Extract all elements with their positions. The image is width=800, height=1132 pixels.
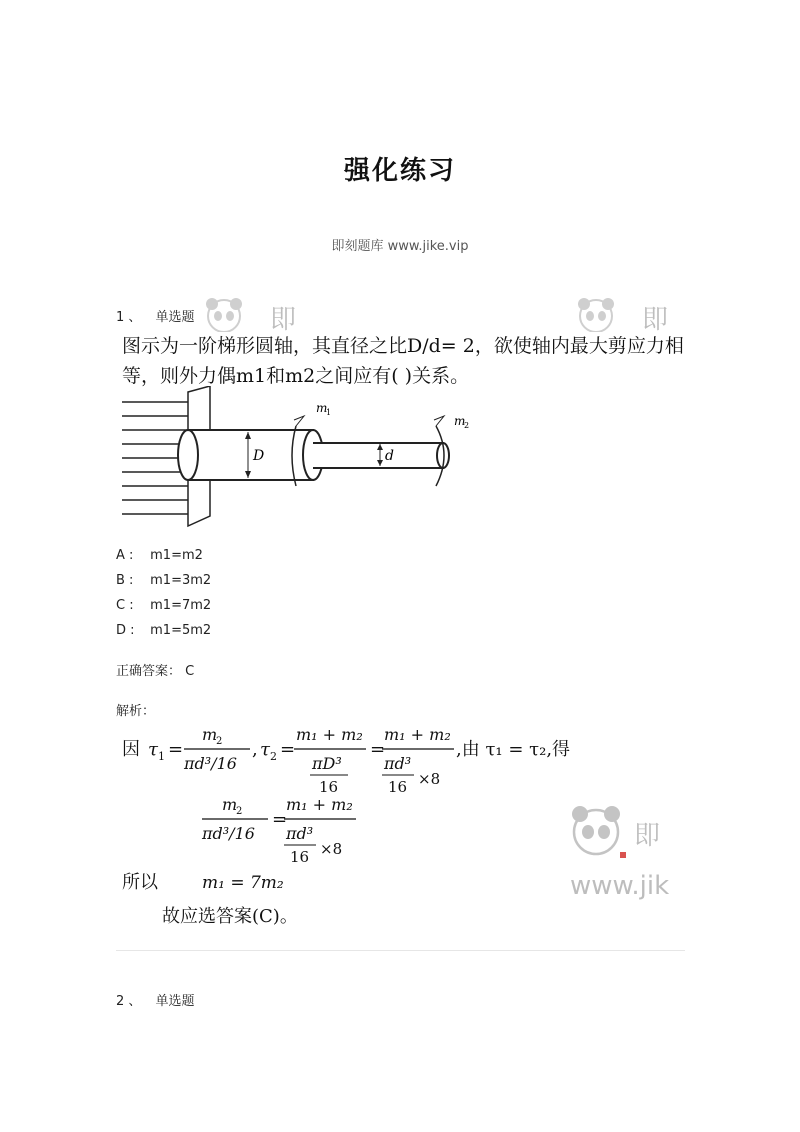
- tau-symbol: τ: [148, 739, 158, 760]
- frac-num-m: m: [202, 725, 218, 744]
- conclusion-answer: 故应选答案(C)。: [162, 906, 298, 927]
- option-text: m1=5m2: [150, 623, 212, 638]
- question-divider: [116, 950, 685, 951]
- frac-num: m₁ + m₂: [384, 725, 451, 744]
- frac-16: 16: [388, 778, 408, 796]
- analysis-math: [122, 722, 602, 932]
- question-text: 图示为一阶梯形圆轴，其直径之比D/d= 2，欲使轴内最大剪应力相等，则外力偶m1和m2之间应有( )关系。: [122, 335, 684, 387]
- option-text: m1=m2: [150, 548, 203, 563]
- option-c[interactable]: [116, 593, 211, 618]
- frac-16: 16: [290, 848, 310, 866]
- answer-label: 正确答案：: [116, 664, 182, 679]
- equals: =: [168, 739, 184, 760]
- times-8: ×8: [320, 840, 343, 858]
- label-m2-sub: 2: [464, 421, 470, 430]
- option-text: m1=7m2: [150, 598, 212, 613]
- stepped-shaft-diagram: [118, 386, 488, 536]
- analysis-label: 解析：: [116, 704, 156, 719]
- question-number: 1 、: [116, 310, 142, 325]
- large-shaft: [178, 426, 323, 486]
- page-subtitle: 即刻题库 www.jike.vip: [331, 239, 469, 254]
- frac-num: m₁ + m₂: [296, 725, 363, 744]
- watermark-brand: 即: [642, 305, 669, 332]
- frac-den: πd³/16: [202, 824, 255, 843]
- frac-pi-D3: πD³: [312, 754, 342, 773]
- times-8: ×8: [418, 770, 441, 788]
- frac-num: m₁ + m₂: [286, 795, 353, 814]
- frac-pi-d3: πd³: [384, 754, 412, 773]
- tau-symbol: τ: [260, 739, 270, 760]
- watermark-site: www.jik: [570, 871, 670, 901]
- question-type: 单选题: [155, 994, 195, 1009]
- label-m2: m: [454, 414, 466, 428]
- frac-num-m: m: [222, 795, 238, 814]
- tau-sub: 1: [158, 750, 165, 763]
- label-D: D: [253, 448, 265, 464]
- panda-watermark-icon: [200, 292, 320, 332]
- question-header: [116, 990, 195, 1009]
- option-letter: A :: [116, 548, 134, 563]
- analysis-prefix: 因: [122, 739, 140, 760]
- label-m1: m: [316, 401, 328, 415]
- option-a[interactable]: [116, 543, 211, 568]
- small-shaft: [313, 426, 449, 486]
- label-d: d: [385, 448, 394, 464]
- equals: =: [370, 739, 386, 760]
- frac-den: πd³/16: [184, 754, 237, 773]
- frac-num-sub: 2: [236, 806, 243, 817]
- answer-value: C: [185, 664, 195, 679]
- page-title: 强化练习: [343, 156, 456, 186]
- equals: =: [272, 809, 288, 830]
- frac-num-sub: 2: [216, 736, 223, 747]
- frac-pi-d3: πd³: [286, 824, 314, 843]
- correct-answer: [116, 660, 194, 679]
- options-list: [116, 543, 211, 643]
- option-text: m1=3m2: [150, 573, 212, 588]
- option-letter: C :: [116, 598, 134, 613]
- watermark-brand: 即: [634, 821, 661, 851]
- comma: ,: [252, 739, 258, 760]
- option-letter: B :: [116, 573, 134, 588]
- conclusion-result: m₁ = 7m₂: [202, 873, 284, 893]
- label-m1-sub: 1: [326, 408, 332, 417]
- question-type: 单选题: [155, 310, 195, 325]
- analysis-suffix: ,由 τ₁ = τ₂,得: [456, 739, 571, 760]
- watermark-brand: 即: [270, 305, 297, 332]
- frac-16: 16: [319, 778, 339, 796]
- question-header: [116, 306, 195, 325]
- option-b[interactable]: [116, 568, 211, 593]
- question-number: 2 、: [116, 994, 142, 1009]
- equals: =: [280, 739, 296, 760]
- panda-watermark-icon: [572, 292, 692, 332]
- conclusion-prefix: 所以: [122, 872, 158, 893]
- option-d[interactable]: [116, 618, 211, 643]
- option-letter: D :: [116, 623, 135, 638]
- tau-sub: 2: [270, 750, 277, 763]
